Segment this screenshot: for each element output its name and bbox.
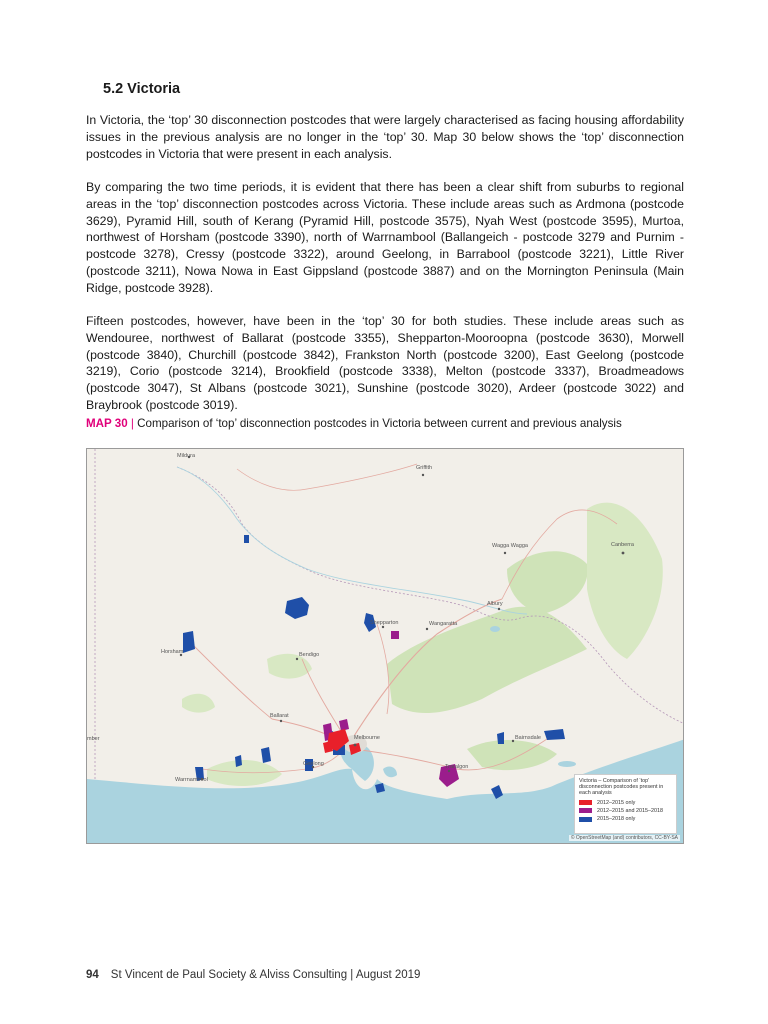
map-caption bbox=[86, 416, 684, 431]
section-heading: 5.2 Victoria bbox=[103, 81, 181, 97]
place-melbourne: Melbourne bbox=[354, 735, 380, 741]
place-wangaratta: Wangaratta bbox=[429, 621, 458, 627]
place-albury: Albury bbox=[487, 601, 503, 607]
postcode-nyah-west bbox=[244, 535, 249, 543]
map-attribution[interactable]: © OpenStreetMap (and) contributors, CC-BY-SA bbox=[570, 835, 678, 841]
map-caption-label: MAP 30 bbox=[86, 417, 128, 430]
place-canberra: Canberra bbox=[611, 542, 634, 548]
postcode-purnim bbox=[235, 755, 242, 767]
paragraph-fifteen: Fifteen postcodes, however, have been in the ‘top’ 30 for both studies. These include areas such as Wendouree, northwest of Ballarat (postcode 3355), Shepparton-Mooroopna (postcode 3630), Morwell (postcode 3840), Churchill (postcode 3842), Frankston North (postcode 3200), East Geelong (postcode 3219), Corio (postcode 3214), Brookfield (postcode 3338), Melton (postcode 3337), Broadmeadows (postcode 3047), St Albans (postcode 3021), Sunshine (postcode 3020), Ardeer (postcode 3022) and Braybrook (postcode 3019). bbox=[86, 314, 684, 412]
legend-title: Victoria – Comparison of ‘top’ disconnection postcodes present in each analysis bbox=[579, 778, 664, 797]
place-griffith: Griffith bbox=[416, 465, 433, 471]
lake-hume bbox=[490, 626, 500, 632]
legend-item bbox=[579, 808, 672, 814]
map-caption-separator: | bbox=[127, 417, 138, 430]
paragraph-shift: By comparing the two time periods, it is evident that there has been a clear shift from suburbs to regional areas in the ‘top’ disconnection postcodes across Victoria. These include areas such as Ardmona (postcode 3629), Pyramid Hill, south of Kerang (Pyramid Hill, postcode 3575), Nyah West (postcode 3595), Murtoa, northwest of Horsham (postcode 3390), north of Warrnambool (Ballangeich - postcode 3279 and Purnim - postcode 3278), Cressy (postcode 3322), around Geelong, in Barrabool (postcode 3221), Little River (postcode 3211), Nowa Nowa in East Gippsland (postcode 3887) and on the Mornington Peninsula (Main Ridge, postcode 3928). bbox=[86, 180, 684, 295]
legend-item bbox=[579, 816, 672, 822]
legend-label: 2015–2018 only bbox=[597, 816, 636, 823]
gippsland-lakes bbox=[558, 761, 576, 767]
place-amber: mber bbox=[87, 736, 100, 742]
page-number: 94 bbox=[86, 969, 99, 981]
paragraph-intro: In Victoria, the ‘top’ 30 disconnection postcodes that were largely characterised as facing housing affordability issues in the previous analysis are no longer in the ‘top’ 30. Map 30 below shows the ‘top’ disconnection postcodes in Victoria that were present in each analysis. bbox=[86, 113, 684, 161]
place-traralgon: Traralgon bbox=[445, 764, 469, 770]
place-geelong: Geelong bbox=[303, 761, 324, 767]
place-ballarat: Ballarat bbox=[270, 713, 289, 719]
place-bairnsdale: Bairnsdale bbox=[515, 735, 541, 741]
place-warrnambool: Warrnambool bbox=[175, 777, 208, 783]
place-wagga: Wagga Wagga bbox=[492, 543, 528, 549]
map-caption-text: Comparison of ‘top’ disconnection postcodes in Victoria between current and previous analysis bbox=[137, 417, 622, 430]
postcode-shepparton bbox=[391, 631, 399, 639]
place-horsham: Horsham bbox=[161, 649, 184, 655]
victoria-map[interactable] bbox=[86, 448, 684, 844]
legend-swatch-red bbox=[579, 800, 592, 805]
legend-swatch-purple bbox=[579, 808, 592, 813]
place-mildura: Mildura bbox=[177, 453, 196, 459]
legend-label: 2012–2015 and 2015–2018 bbox=[597, 807, 663, 814]
place-bendigo: Bendigo bbox=[299, 652, 320, 658]
footer-text: St Vincent de Paul Society & Alviss Consulting | August 2019 bbox=[110, 969, 421, 981]
legend-item bbox=[579, 800, 672, 806]
map-legend bbox=[574, 774, 677, 834]
page-footer bbox=[86, 969, 420, 981]
legend-swatch-blue bbox=[579, 817, 592, 822]
legend-label: 2012–2015 only bbox=[597, 799, 636, 806]
place-shepparton: Shepparton bbox=[370, 620, 399, 626]
postcode-gippsland-north bbox=[497, 732, 504, 744]
